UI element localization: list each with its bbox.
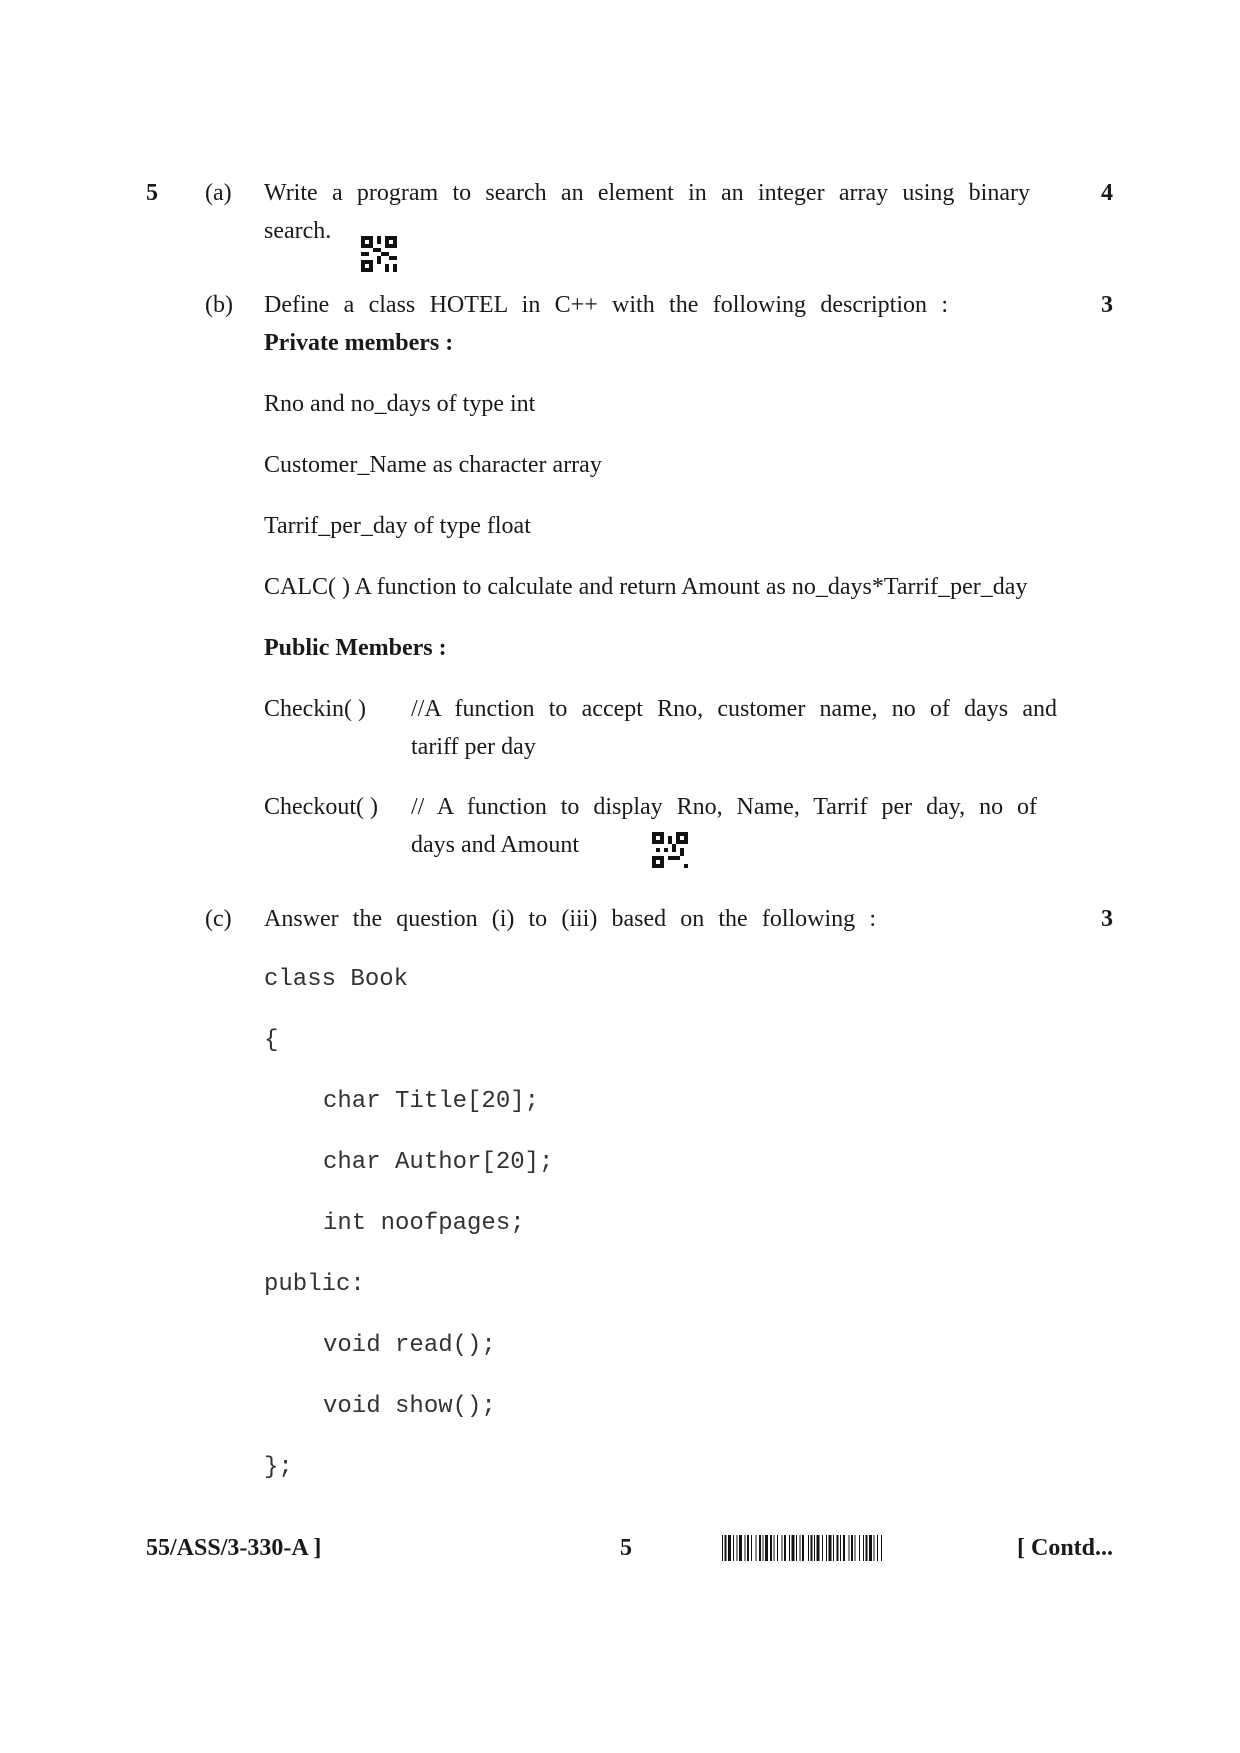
qr-code-icon bbox=[361, 236, 397, 272]
code-line: public: bbox=[264, 1271, 365, 1298]
code-line: char Author[20]; bbox=[323, 1149, 554, 1176]
part-a-line2: search. bbox=[264, 218, 332, 244]
part-c-intro: Answer the question (i) to (iii) based on the following : bbox=[264, 906, 876, 932]
checkout-function-name: Checkout( ) bbox=[264, 794, 378, 820]
part-a-line1: Write a program to search an element in an integer array using binary bbox=[264, 180, 1030, 206]
code-line: }; bbox=[264, 1454, 293, 1481]
contd-label: [ Contd... bbox=[1017, 1535, 1114, 1561]
page-number: 5 bbox=[620, 1535, 632, 1561]
private-item: Rno and no_days of type int bbox=[264, 391, 536, 417]
code-line: void read(); bbox=[323, 1332, 496, 1359]
part-a-label: (a) bbox=[205, 180, 232, 206]
paper-code: 55/ASS/3-330-A ] bbox=[146, 1535, 322, 1561]
question-number: 5 bbox=[146, 180, 158, 206]
private-item: CALC( ) A function to calculate and return Amount as no_days*Tarrif_per_day bbox=[264, 574, 1028, 600]
checkout-description-line1: // A function to display Rno, Name, Tarrif per day, no of bbox=[411, 794, 1037, 820]
part-b-marks: 3 bbox=[1101, 292, 1113, 318]
code-line: char Title[20]; bbox=[323, 1088, 540, 1115]
checkin-description-line1: //A function to accept Rno, customer name, no of days and bbox=[411, 696, 1057, 722]
code-line: int noofpages; bbox=[323, 1210, 525, 1237]
private-members-heading: Private members : bbox=[264, 330, 454, 356]
private-item: Customer_Name as character array bbox=[264, 452, 602, 478]
qr-code-icon bbox=[652, 832, 688, 868]
part-c-marks: 3 bbox=[1101, 906, 1113, 932]
part-b-intro: Define a class HOTEL in C++ with the following description : bbox=[264, 292, 948, 318]
public-members-heading: Public Members : bbox=[264, 635, 447, 661]
barcode-icon bbox=[722, 1535, 994, 1561]
private-item: Tarrif_per_day of type float bbox=[264, 513, 531, 539]
checkout-description-line2: days and Amount bbox=[411, 832, 579, 858]
checkin-description-line2: tariff per day bbox=[411, 734, 536, 760]
part-c-label: (c) bbox=[205, 906, 232, 932]
code-line: { bbox=[264, 1027, 279, 1054]
code-line: void show(); bbox=[323, 1393, 496, 1420]
checkin-function-name: Checkin( ) bbox=[264, 696, 366, 722]
part-b-label: (b) bbox=[205, 292, 233, 318]
part-a-marks: 4 bbox=[1101, 180, 1113, 206]
code-line: class Book bbox=[264, 966, 409, 993]
